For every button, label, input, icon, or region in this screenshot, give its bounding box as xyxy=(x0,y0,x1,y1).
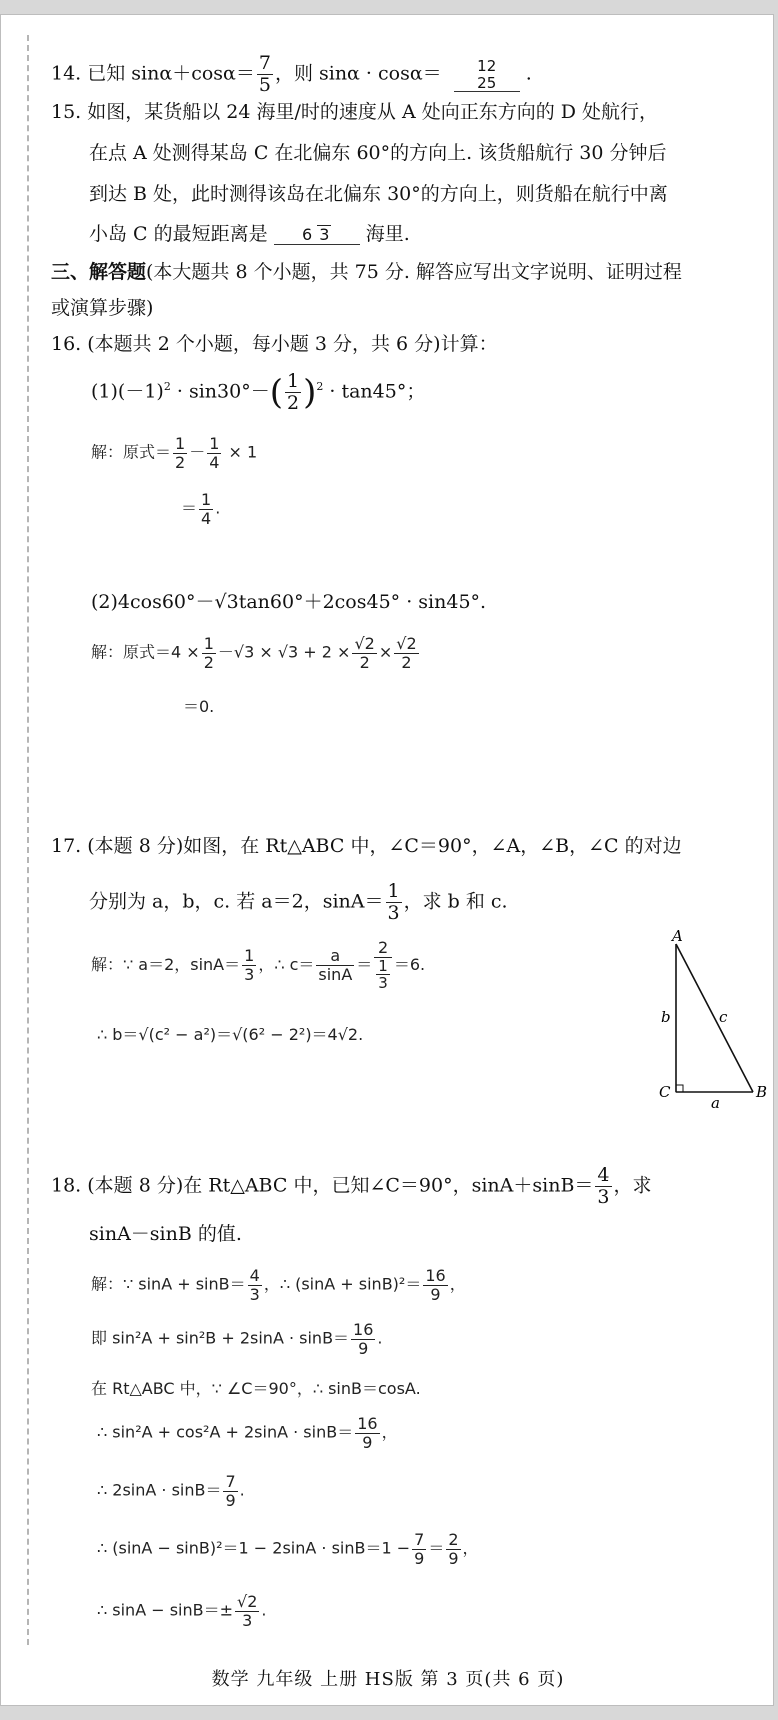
q18-s7-fn: √2 xyxy=(237,1592,258,1611)
q17-s1-b: ，∴ c＝ xyxy=(258,954,315,974)
q18-s1-fd: 3 xyxy=(249,1284,260,1304)
q17-s1-frac3 xyxy=(374,939,392,992)
q18-s2-a: 即 sin²A + sin²B + 2sinA · sinB＝ xyxy=(91,1328,350,1348)
q18-solution-line1 xyxy=(91,1267,466,1303)
vertex-A-label: A xyxy=(672,930,683,945)
q18-s7-end: . xyxy=(261,1600,267,1620)
q18-line1-b: ，求 xyxy=(613,1174,652,1197)
q16-p1-a: (1)(－1) xyxy=(91,380,164,403)
q16-s1b-eq: ＝ xyxy=(181,498,198,518)
q16-s1-f1d: 2 xyxy=(175,452,186,472)
q18-s1-frac2 xyxy=(423,1267,447,1303)
q16-s2-x: × xyxy=(378,642,393,662)
question-15-line2: 在点 A 处测得某岛 C 在北偏东 60°的方向上. 该货船航行 30 分钟后 xyxy=(89,142,667,164)
q16-s2-a: 解：原式＝4 × xyxy=(91,642,200,662)
side-b-label: b xyxy=(661,1008,671,1026)
section-3-desc: (本大题共 8 个小题，共 75 分. 解答应写出文字说明、证明过程 xyxy=(146,261,682,283)
q18-s2-frac xyxy=(351,1321,375,1357)
q18-s1-f2d: 9 xyxy=(423,1285,447,1304)
q17-s1-fd: 3 xyxy=(244,964,255,984)
q15-unit: 海里. xyxy=(365,223,410,245)
q18-solution-line2 xyxy=(91,1321,383,1357)
q18-s7-a: ∴ sinA − sinB＝± xyxy=(97,1600,234,1620)
q14-fraction xyxy=(257,53,273,96)
question-16-part2: (2)4cos60°－√3tan60°＋2cos45° · sin45°. xyxy=(91,591,487,613)
question-18-line1 xyxy=(51,1165,652,1208)
q18-s5-fd: 9 xyxy=(225,1490,236,1510)
q16-p1-sup2: 2 xyxy=(316,380,324,394)
question-17-line1: 17. (本题 8 分)如图，在 Rt△ABC 中，∠C＝90°，∠A，∠B，∠C 的对边 xyxy=(51,835,682,857)
q17-s1-f2d: sinA xyxy=(318,964,353,984)
q17-s1-a: 解：∵ a＝2，sinA＝ xyxy=(91,954,241,974)
q16-p1-sup: 2 xyxy=(163,380,171,394)
q17-solution-line1 xyxy=(91,939,425,992)
q17-line2-fn: 1 xyxy=(387,880,400,902)
q18-line1-a: 18. (本题 8 分)在 Rt△ABC 中，已知∠C＝90°，sinA＋sinB＝ xyxy=(51,1174,594,1197)
q18-s6-eq: ＝ xyxy=(428,1538,445,1558)
q18-s4-fn: 16 xyxy=(357,1414,378,1433)
q18-solution-line5 xyxy=(97,1473,245,1509)
q18-line1-fn: 4 xyxy=(597,1164,610,1186)
q18-solution-line4 xyxy=(97,1415,398,1451)
q14-frac-num: 7 xyxy=(258,52,271,74)
q18-line1-frac xyxy=(595,1165,611,1208)
side-c xyxy=(676,944,753,1092)
q16-s1-tail: × 1 xyxy=(228,442,258,462)
q18-s2-fn: 16 xyxy=(353,1320,374,1339)
q18-s4-end: ， xyxy=(381,1422,398,1442)
q18-s6-fd: 9 xyxy=(414,1548,425,1568)
q18-s7-frac xyxy=(235,1593,259,1629)
q18-s6-f2n: 2 xyxy=(448,1530,459,1549)
q17-s1-eq: ＝ xyxy=(356,954,373,974)
q16-s1-f1n: 1 xyxy=(175,434,186,453)
q16-s2-f1d: 2 xyxy=(203,652,214,672)
q14-frac-den: 5 xyxy=(258,73,271,96)
left-paren: ( xyxy=(269,372,283,413)
q14-end: . xyxy=(525,62,532,85)
q16-s1-f2d: 4 xyxy=(209,452,220,472)
q17-s1-fn: 1 xyxy=(244,946,255,966)
q16-s2-f2d: 2 xyxy=(352,653,376,672)
q18-s1-a: 解：∵ sinA + sinB＝ xyxy=(91,1274,246,1294)
q18-s1-frac1 xyxy=(248,1267,262,1303)
q17-line2-frac xyxy=(386,881,402,924)
q18-s5-frac xyxy=(223,1473,237,1509)
q18-s1-end: ， xyxy=(449,1274,466,1294)
q18-s6-f2d: 9 xyxy=(448,1548,459,1568)
q17-line2-fd: 3 xyxy=(387,901,400,924)
q14-answer-den: 25 xyxy=(477,73,497,92)
q17-s1-f2n: a xyxy=(330,946,341,966)
q18-s4-frac xyxy=(355,1415,379,1451)
q18-line1-fd: 3 xyxy=(597,1185,610,1208)
question-17-line2 xyxy=(89,881,508,924)
side-a-label: a xyxy=(711,1094,720,1110)
q14-answer-blank xyxy=(454,58,520,92)
q18-solution-line6 xyxy=(97,1531,479,1567)
q16-solution2-line1 xyxy=(91,635,421,671)
right-angle-mark xyxy=(676,1085,683,1092)
binding-dashed-line xyxy=(27,35,29,1645)
q16-solution1-line1 xyxy=(91,435,257,471)
q18-s1-f2n: 16 xyxy=(425,1266,446,1285)
q16-s1-minus: － xyxy=(189,442,206,462)
q16-s1-a: 解：原式＝ xyxy=(91,442,172,462)
q14-answer-num: 12 xyxy=(477,57,497,76)
q16-p1-frac-den: 2 xyxy=(286,391,300,414)
question-15-line1: 15. 如图，某货船以 24 海里/时的速度从 A 处向正东方向的 D 处航行， xyxy=(51,101,659,123)
question-16-stem: 16. (本题共 2 个小题，每小题 3 分，共 6 分)计算： xyxy=(51,333,498,355)
q18-solution-line3: 在 Rt△ABC 中，∵ ∠C＝90°，∴ sinB＝cosA. xyxy=(91,1379,421,1398)
q16-s2-f3n: √2 xyxy=(396,634,417,653)
q17-line2-a: 分别为 a，b，c. 若 a＝2，sinA＝ xyxy=(89,890,384,913)
q16-p1-b: · sin30°－ xyxy=(170,380,270,403)
q15-answer-blank xyxy=(274,225,360,245)
q16-s2-frac3 xyxy=(394,635,418,671)
q18-s6-fn: 7 xyxy=(414,1530,425,1549)
question-15-line4 xyxy=(89,223,410,246)
q16-s1b-fn: 1 xyxy=(201,490,212,509)
q18-s6-frac1 xyxy=(412,1531,426,1567)
q18-s2-fd: 9 xyxy=(351,1339,375,1358)
q15-answer-coef: 6 xyxy=(301,225,313,244)
q14-text: 14. 已知 sinα＋cosα＝ xyxy=(51,62,255,85)
q18-s4-a: ∴ sin²A + cos²A + 2sinA · sinB＝ xyxy=(97,1422,354,1442)
right-paren: ) xyxy=(303,372,317,413)
q17-s1-f3n: 2 xyxy=(377,938,389,957)
question-15-line3: 到达 B 处，此时测得该岛在北偏东 30°的方向上，则货船在航行中离 xyxy=(89,183,668,205)
side-c-label: c xyxy=(719,1008,728,1026)
q18-s2-end: . xyxy=(377,1328,383,1348)
q18-s1-fn: 4 xyxy=(249,1266,260,1285)
q17-line2-b: ，求 b 和 c. xyxy=(403,890,508,913)
q16-s2-frac2 xyxy=(352,635,376,671)
section-3-title: 三、解答题 xyxy=(51,261,147,283)
right-triangle-figure xyxy=(651,930,771,1110)
q16-s1-frac1 xyxy=(173,435,187,471)
q18-s6-a: ∴ (sinA − sinB)²＝1 − 2sinA · sinB＝1 − xyxy=(97,1538,411,1558)
q15-answer-root: 3 xyxy=(319,225,330,244)
q16-p1-frac-num: 1 xyxy=(286,370,300,392)
q15-text: 小岛 C 的最短距离是 xyxy=(89,223,268,245)
q18-s7-fd: 3 xyxy=(235,1611,259,1630)
q17-s1-end: ＝6. xyxy=(393,954,426,974)
q17-solution-line2: ∴ b＝√(c² − a²)＝√(6² − 2²)＝4√2. xyxy=(97,1025,364,1044)
vertex-B-label: B xyxy=(756,1083,768,1101)
q16-s2-b: －√3 × √3 + 2 × xyxy=(217,642,351,662)
q16-s2-f1n: 1 xyxy=(203,634,214,653)
q18-s4-fd: 9 xyxy=(355,1433,379,1452)
q16-s1b-end: . xyxy=(215,498,221,518)
q18-s5-a: ∴ 2sinA · sinB＝ xyxy=(97,1480,222,1500)
q18-solution-line7 xyxy=(97,1593,267,1629)
q14-mid: ，则 sinα · cosα＝ xyxy=(274,62,442,85)
vertex-C-label: C xyxy=(659,1083,671,1101)
section-3-heading xyxy=(51,261,682,284)
q18-s6-frac2 xyxy=(446,1531,460,1567)
q16-s1-frac2 xyxy=(207,435,221,471)
section-3-desc2: 或演算步骤) xyxy=(51,297,154,319)
q17-s1-frac2 xyxy=(316,947,354,983)
q16-p1-c: · tan45°； xyxy=(323,380,426,403)
q16-s2-f3d: 2 xyxy=(394,653,418,672)
q16-s1-f2n: 1 xyxy=(209,434,220,453)
q16-solution1-line2 xyxy=(181,491,220,527)
question-14 xyxy=(51,53,532,96)
q17-s1-f3-den xyxy=(374,957,392,992)
q17-s1-f3dn: 1 xyxy=(378,956,388,975)
q18-s5-fn: 7 xyxy=(225,1472,236,1491)
q16-s2-f2n: √2 xyxy=(354,634,375,653)
q16-s1b-frac xyxy=(199,491,213,527)
page-footer: 数学 九年级 上册 HS版 第 3 页(共 6 页) xyxy=(211,1669,565,1690)
q17-s1-frac1 xyxy=(242,947,256,983)
q16-solution2-line2: ＝0. xyxy=(183,697,215,716)
q18-s1-b: ，∴ (sinA + sinB)²＝ xyxy=(263,1274,422,1294)
worksheet-page xyxy=(0,14,774,1706)
q16-s2-frac1 xyxy=(202,635,216,671)
q16-s1b-fd: 4 xyxy=(201,508,212,528)
q18-s6-end: ， xyxy=(462,1538,479,1558)
q16-p1-fraction xyxy=(285,371,301,414)
q17-s1-f3dd: 3 xyxy=(378,974,388,993)
question-16-part1 xyxy=(91,371,425,414)
question-18-line2: sinA－sinB 的值. xyxy=(89,1223,242,1245)
q18-s5-end: . xyxy=(239,1480,245,1500)
